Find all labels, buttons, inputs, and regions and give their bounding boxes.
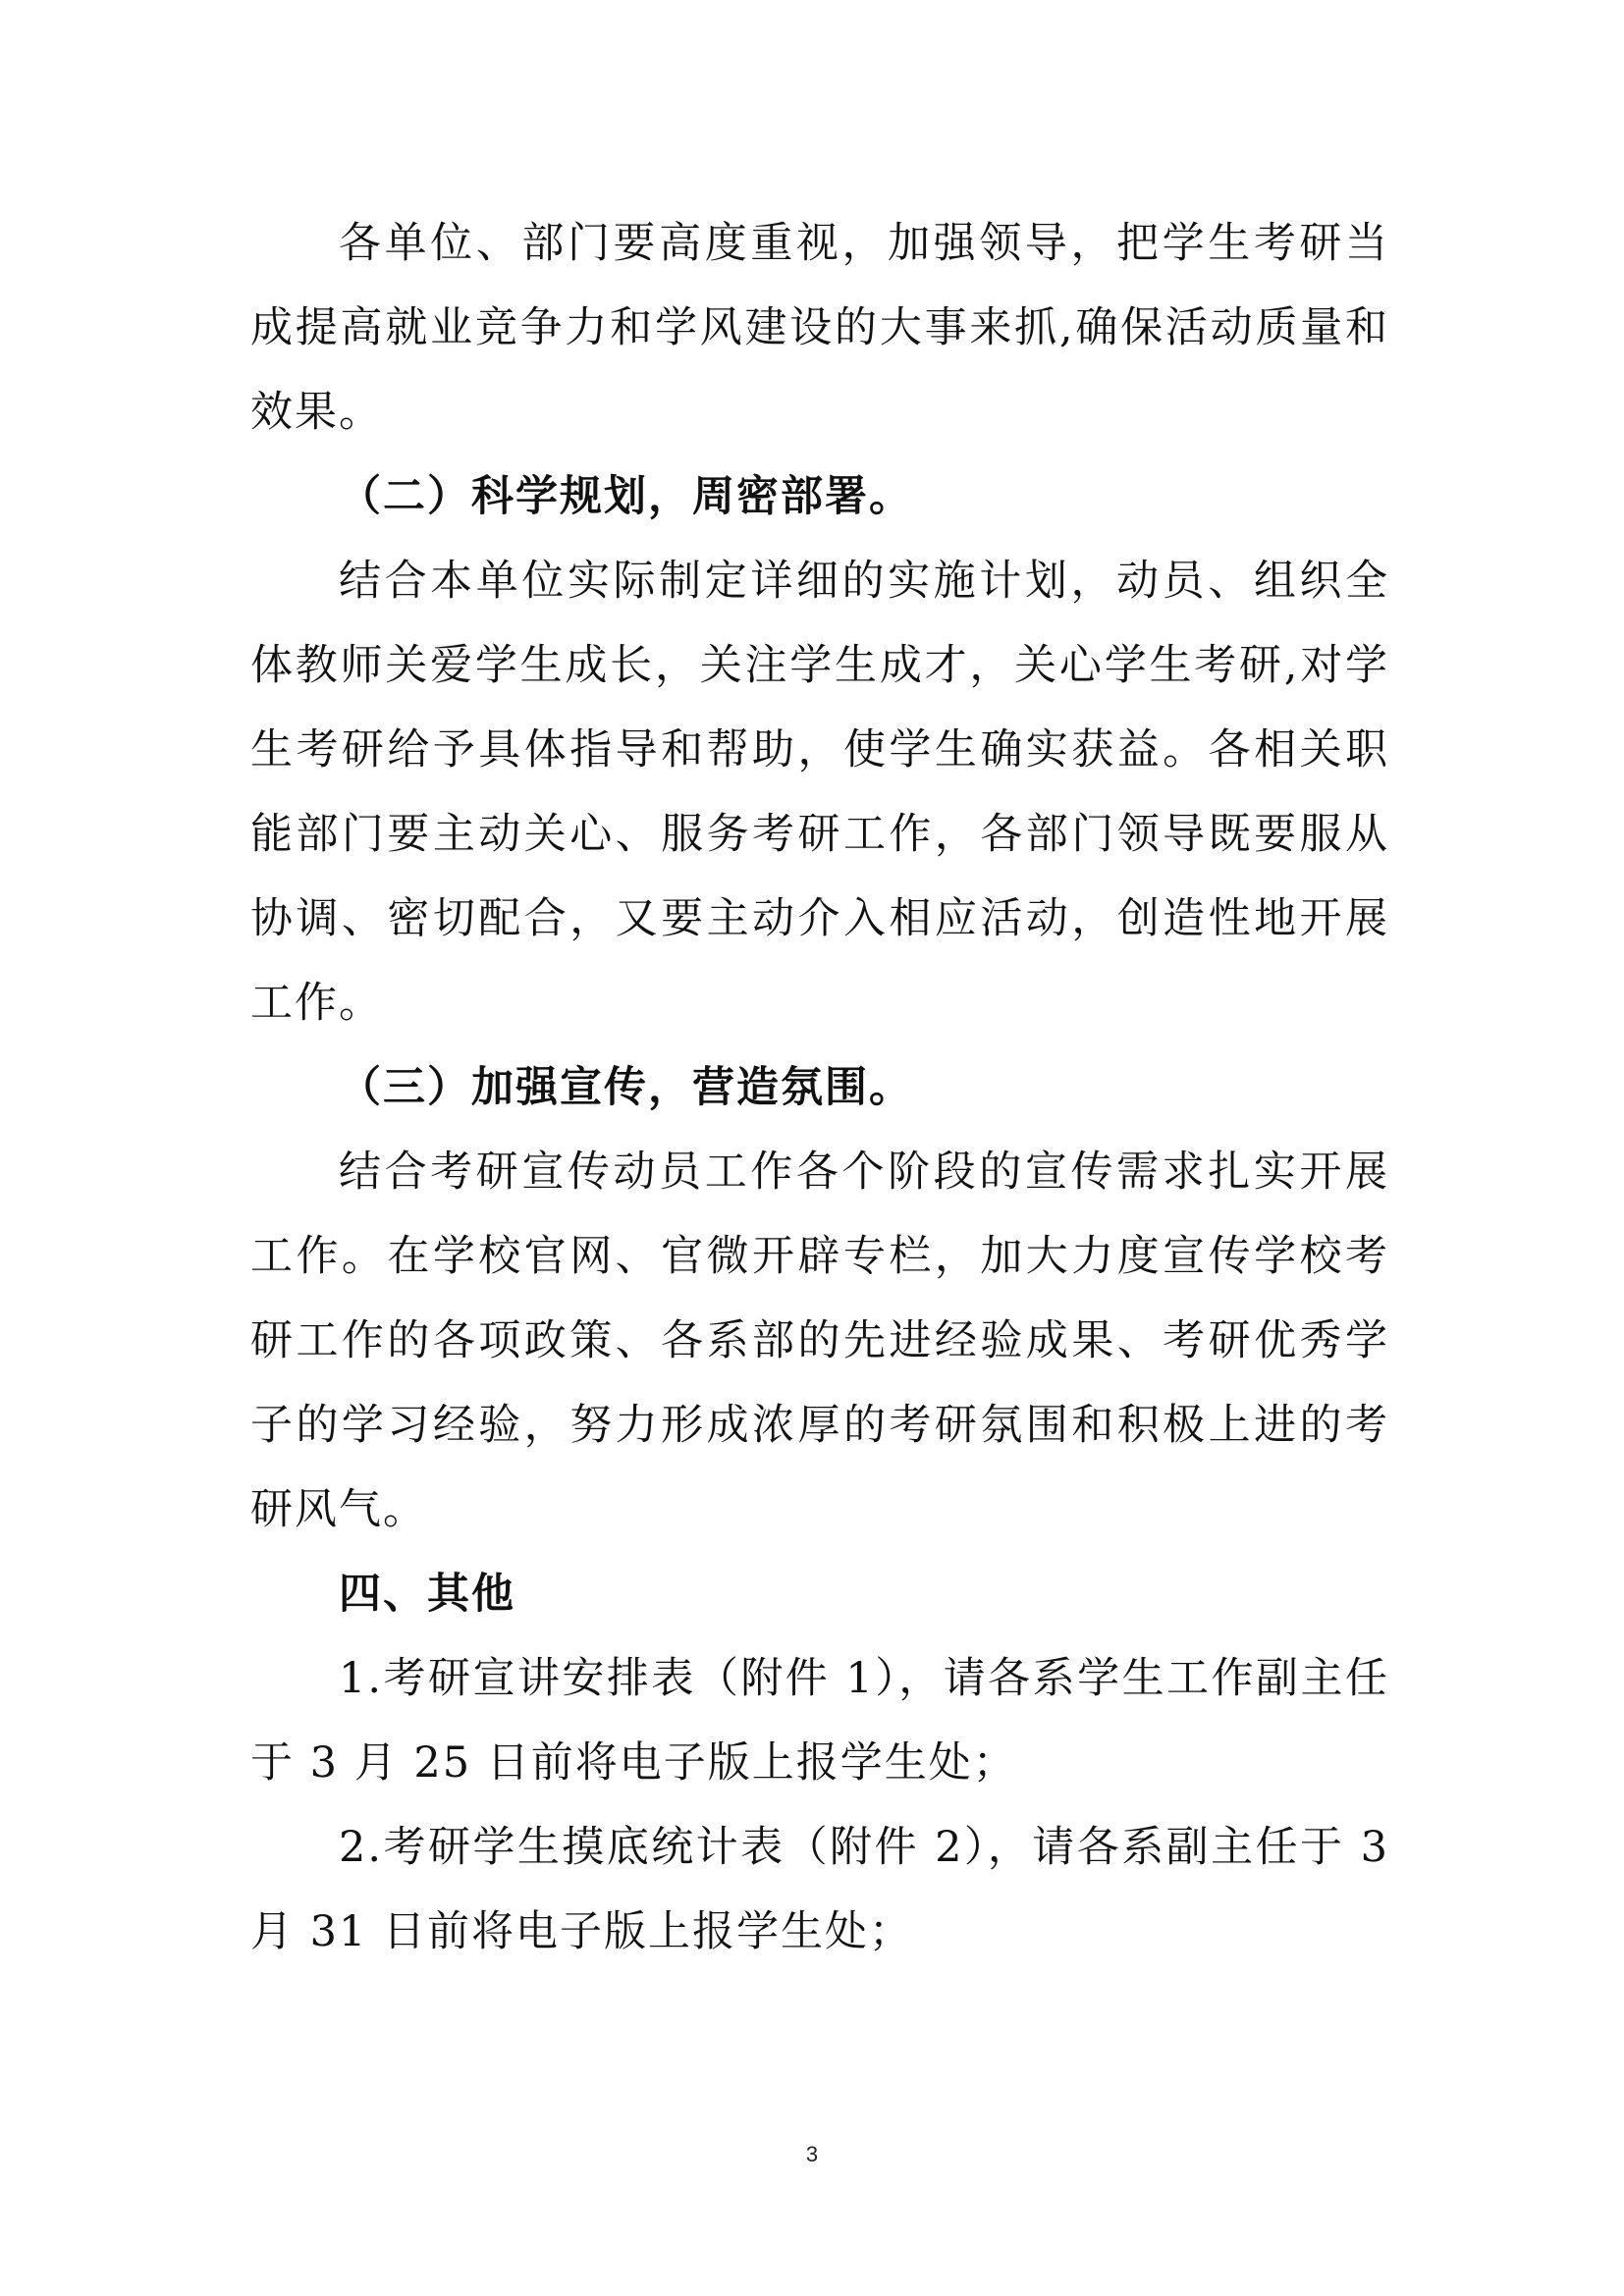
page-number: 3 (805, 2142, 819, 2166)
paragraph-publicity: 结合考研宣传动员工作各个阶段的宣传需求扎实开展工作。在学校官网、官微开辟专栏，加大力度宣传学校考研工作的各项政策、各系部的先进经验成果、考研优秀学子的学习经验，努力形成浓厚的考研氛围和积极上进的考研风气。 (250, 1148, 1389, 1534)
heading-other: 四、其他 (339, 1570, 515, 1619)
subheading-publicity: （三）加强宣传，营造氛围。 (339, 1063, 913, 1112)
list-item-attachment-1: 1.考研宣讲安排表（附件 1），请各系学生工作副主任于 3 月 25 日前将电子版上报学生处； (250, 1654, 1389, 1788)
paragraph-planning: 结合本单位实际制定详细的实施计划，动员、组织全体教师关爱学生成长，关注学生成才，关心学生考研,对学生考研给予具体指导和帮助，使学生确实获益。各相关职能部门要主动关心、服务考研工作，各部门领导既要服从协调、密切配合，又要主动介入相应活动，创造性地开展工作。 (250, 557, 1389, 1028)
list-item-attachment-2: 2.考研学生摸底统计表（附件 2），请各系副主任于 3 月 31 日前将电子版上报学生处； (250, 1823, 1389, 1956)
subheading-planning: （二）科学规划，周密部署。 (339, 472, 913, 521)
document-body (250, 201, 1389, 1974)
paragraph-leadership: 各单位、部门要高度重视，加强领导，把学生考研当成提高就业竞争力和学风建设的大事来抓,确保活动质量和效果。 (250, 219, 1389, 437)
